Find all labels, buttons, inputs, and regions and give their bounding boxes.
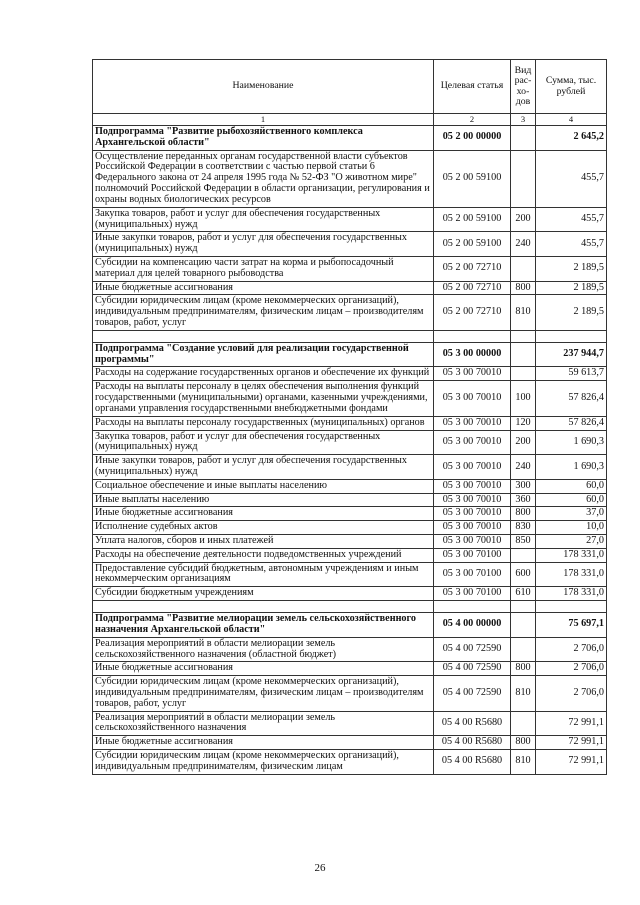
table-row — [93, 416, 607, 430]
row-name-cell: Предоставление субсидий бюджетным, автономным учреждениям и иным некоммерческим организациям — [93, 562, 434, 587]
expense-type-cell: 800 — [511, 736, 536, 750]
row-name-cell: Реализация мероприятий в области мелиорации земель сельскохозяйственного назначения (областной бюджет) — [93, 637, 434, 662]
sum-cell: 37,0 — [536, 507, 607, 521]
target-article-cell: 05 4 00 R5680 — [434, 711, 511, 736]
table-row — [93, 562, 607, 587]
table-row — [93, 381, 607, 416]
header-target-article: Целевая статья — [434, 60, 511, 114]
sum-cell: 455,7 — [536, 150, 607, 207]
sum-cell: 2 706,0 — [536, 637, 607, 662]
expense-type-cell — [511, 601, 536, 613]
target-article-cell: 05 3 00 70010 — [434, 367, 511, 381]
sum-cell: 2 189,5 — [536, 281, 607, 295]
row-name-cell: Иные выплаты населению — [93, 493, 434, 507]
expense-type-cell — [511, 367, 536, 381]
row-name-cell: Подпрограмма "Развитие рыбохозяйственного комплекса Архангельской области" — [93, 126, 434, 151]
header-sum: Сумма, тыс. рублей — [536, 60, 607, 114]
row-name-cell: Субсидии юридическим лицам (кроме некоммерческих организаций), индивидуальным предпринимателям, физическим лицам – производителям товаров, работ, услуг — [93, 676, 434, 711]
row-name-cell: Иные бюджетные ассигнования — [93, 736, 434, 750]
row-name-cell: Осуществление переданных органам государственной власти субъектов Российской Федерации в соответствии с частью первой статьи 6 Федерального закона от 24 апреля 1995 года № 52-ФЗ "О животном мире" полномочий Российской Федерации в области организации, регулирования и охраны водных биологических ресурсов — [93, 150, 434, 207]
expense-type-cell — [511, 637, 536, 662]
expense-type-cell: 300 — [511, 479, 536, 493]
table-row — [93, 587, 607, 601]
row-name-cell: Иные бюджетные ассигнования — [93, 281, 434, 295]
sum-cell: 2 645,2 — [536, 126, 607, 151]
column-number: 3 — [511, 114, 536, 126]
row-name-cell: Социальное обеспечение и иные выплаты населению — [93, 479, 434, 493]
sum-cell: 178 331,0 — [536, 587, 607, 601]
subprogram-row — [93, 613, 607, 638]
table-row — [93, 430, 607, 455]
target-article-cell: 05 3 00 70010 — [434, 381, 511, 416]
target-article-cell: 05 3 00 70100 — [434, 562, 511, 587]
row-name-cell: Субсидии юридическим лицам (кроме некоммерческих организаций), индивидуальным предпринимателям, физическим лицам – производителям товаров, работ, услуг — [93, 295, 434, 330]
target-article-cell — [434, 601, 511, 613]
sum-cell: 2 706,0 — [536, 676, 607, 711]
target-article-cell: 05 2 00 72710 — [434, 281, 511, 295]
expense-type-cell: 810 — [511, 750, 536, 775]
target-article-cell: 05 2 00 59100 — [434, 232, 511, 257]
target-article-cell — [434, 330, 511, 342]
expense-type-cell: 600 — [511, 562, 536, 587]
row-name-cell: Субсидии бюджетным учреждениям — [93, 587, 434, 601]
sum-cell: 72 991,1 — [536, 750, 607, 775]
target-article-cell: 05 4 00 72590 — [434, 637, 511, 662]
target-article-cell: 05 4 00 72590 — [434, 662, 511, 676]
expense-type-cell: 120 — [511, 416, 536, 430]
column-number-row — [93, 114, 607, 126]
row-name-cell: Субсидии на компенсацию части затрат на корма и рыбопосадочный материал для целей товарного рыбоводства — [93, 256, 434, 281]
expense-type-cell — [511, 711, 536, 736]
target-article-cell: 05 3 00 70010 — [434, 455, 511, 480]
spacer-row — [93, 601, 607, 613]
expense-type-cell: 100 — [511, 381, 536, 416]
table-row — [93, 479, 607, 493]
target-article-cell: 05 3 00 70010 — [434, 535, 511, 549]
header-row — [93, 60, 607, 114]
target-article-cell: 05 3 00 70010 — [434, 521, 511, 535]
row-name-cell: Субсидии юридическим лицам (кроме некоммерческих организаций), индивидуальным предпринимателям, физическим лицам — [93, 750, 434, 775]
column-number: 2 — [434, 114, 511, 126]
table-row — [93, 711, 607, 736]
sum-cell: 10,0 — [536, 521, 607, 535]
table-row — [93, 295, 607, 330]
target-article-cell: 05 2 00 59100 — [434, 150, 511, 207]
sum-cell: 60,0 — [536, 493, 607, 507]
sum-cell: 2 189,5 — [536, 295, 607, 330]
target-article-cell: 05 3 00 70010 — [434, 416, 511, 430]
expense-type-cell: 240 — [511, 455, 536, 480]
expense-type-cell: 850 — [511, 535, 536, 549]
sum-cell: 237 944,7 — [536, 342, 607, 367]
table-row — [93, 548, 607, 562]
sum-cell: 57 826,4 — [536, 381, 607, 416]
row-name-cell: Иные закупки товаров, работ и услуг для обеспечения государственных (муниципальных) нужд — [93, 232, 434, 257]
budget-table — [92, 59, 607, 775]
table-row — [93, 281, 607, 295]
table-header — [93, 60, 607, 126]
row-name-cell: Подпрограмма "Развитие мелиорации земель сельскохозяйственного назначения Архангельской области" — [93, 613, 434, 638]
expense-type-cell — [511, 342, 536, 367]
row-name-cell: Реализация мероприятий в области мелиорации земель сельскохозяйственного назначения — [93, 711, 434, 736]
table-row — [93, 676, 607, 711]
row-name-cell: Подпрограмма "Создание условий для реализации государственной программы" — [93, 342, 434, 367]
expense-type-cell — [511, 126, 536, 151]
header-name: Наименование — [93, 60, 434, 114]
row-name-cell: Расходы на выплаты персоналу государственных (муниципальных) органов — [93, 416, 434, 430]
table-body — [93, 126, 607, 775]
target-article-cell: 05 3 00 70100 — [434, 587, 511, 601]
sum-cell — [536, 330, 607, 342]
table-row — [93, 535, 607, 549]
row-name-cell: Закупка товаров, работ и услуг для обеспечения государственных (муниципальных) нужд — [93, 430, 434, 455]
target-article-cell: 05 3 00 70010 — [434, 430, 511, 455]
sum-cell: 72 991,1 — [536, 711, 607, 736]
table-row — [93, 232, 607, 257]
expense-type-cell: 200 — [511, 207, 536, 232]
target-article-cell: 05 3 00 70010 — [434, 493, 511, 507]
table-row — [93, 750, 607, 775]
target-article-cell: 05 2 00 59100 — [434, 207, 511, 232]
row-name-cell — [93, 601, 434, 613]
row-name-cell: Иные бюджетные ассигнования — [93, 507, 434, 521]
expense-type-cell: 800 — [511, 507, 536, 521]
column-number: 1 — [93, 114, 434, 126]
row-name-cell: Уплата налогов, сборов и иных платежей — [93, 535, 434, 549]
sum-cell: 57 826,4 — [536, 416, 607, 430]
subprogram-row — [93, 342, 607, 367]
sum-cell: 1 690,3 — [536, 430, 607, 455]
sum-cell: 60,0 — [536, 479, 607, 493]
row-name-cell: Расходы на выплаты персоналу в целях обеспечения выполнения функций государственными (муниципальными) органами, казенными учреждениями, органами управления государственными внебюджетными фондами — [93, 381, 434, 416]
target-article-cell: 05 2 00 72710 — [434, 256, 511, 281]
expense-type-cell: 360 — [511, 493, 536, 507]
table-row — [93, 521, 607, 535]
sum-cell: 455,7 — [536, 207, 607, 232]
header-expense-type: Вид рас- хо- дов — [511, 60, 536, 114]
target-article-cell: 05 3 00 00000 — [434, 342, 511, 367]
sum-cell — [536, 601, 607, 613]
target-article-cell: 05 3 00 70100 — [434, 548, 511, 562]
sum-cell: 455,7 — [536, 232, 607, 257]
spacer-row — [93, 330, 607, 342]
expense-type-cell: 810 — [511, 676, 536, 711]
sum-cell: 59 613,7 — [536, 367, 607, 381]
sum-cell: 75 697,1 — [536, 613, 607, 638]
table-row — [93, 455, 607, 480]
sum-cell: 178 331,0 — [536, 548, 607, 562]
row-name-cell: Расходы на содержание государственных органов и обеспечение их функций — [93, 367, 434, 381]
table-row — [93, 256, 607, 281]
table-row — [93, 207, 607, 232]
sum-cell: 2 706,0 — [536, 662, 607, 676]
expense-type-cell — [511, 330, 536, 342]
table-row — [93, 736, 607, 750]
table-row — [93, 637, 607, 662]
target-article-cell: 05 2 00 00000 — [434, 126, 511, 151]
subprogram-row — [93, 126, 607, 151]
expense-type-cell — [511, 613, 536, 638]
column-number: 4 — [536, 114, 607, 126]
expense-type-cell: 800 — [511, 281, 536, 295]
table-row — [93, 507, 607, 521]
expense-type-cell: 810 — [511, 295, 536, 330]
table-row — [93, 662, 607, 676]
expense-type-cell: 830 — [511, 521, 536, 535]
target-article-cell: 05 3 00 70010 — [434, 479, 511, 493]
table-row — [93, 493, 607, 507]
row-name-cell: Расходы на обеспечение деятельности подведомственных учреждений — [93, 548, 434, 562]
target-article-cell: 05 4 00 R5680 — [434, 750, 511, 775]
expense-type-cell — [511, 256, 536, 281]
row-name-cell: Закупка товаров, работ и услуг для обеспечения государственных (муниципальных) нужд — [93, 207, 434, 232]
expense-type-cell — [511, 150, 536, 207]
sum-cell: 1 690,3 — [536, 455, 607, 480]
sum-cell: 27,0 — [536, 535, 607, 549]
table-row — [93, 150, 607, 207]
sum-cell: 2 189,5 — [536, 256, 607, 281]
row-name-cell: Иные закупки товаров, работ и услуг для обеспечения государственных (муниципальных) нужд — [93, 455, 434, 480]
expense-type-cell: 240 — [511, 232, 536, 257]
expense-type-cell — [511, 548, 536, 562]
expense-type-cell: 800 — [511, 662, 536, 676]
target-article-cell: 05 4 00 R5680 — [434, 736, 511, 750]
table-row — [93, 367, 607, 381]
sum-cell: 178 331,0 — [536, 562, 607, 587]
target-article-cell: 05 3 00 70010 — [434, 507, 511, 521]
target-article-cell: 05 4 00 00000 — [434, 613, 511, 638]
expense-type-cell: 200 — [511, 430, 536, 455]
row-name-cell: Иные бюджетные ассигнования — [93, 662, 434, 676]
page-number: 26 — [314, 862, 326, 874]
target-article-cell: 05 2 00 72710 — [434, 295, 511, 330]
expense-type-cell: 610 — [511, 587, 536, 601]
row-name-cell: Исполнение судебных актов — [93, 521, 434, 535]
sum-cell: 72 991,1 — [536, 736, 607, 750]
row-name-cell — [93, 330, 434, 342]
target-article-cell: 05 4 00 72590 — [434, 676, 511, 711]
